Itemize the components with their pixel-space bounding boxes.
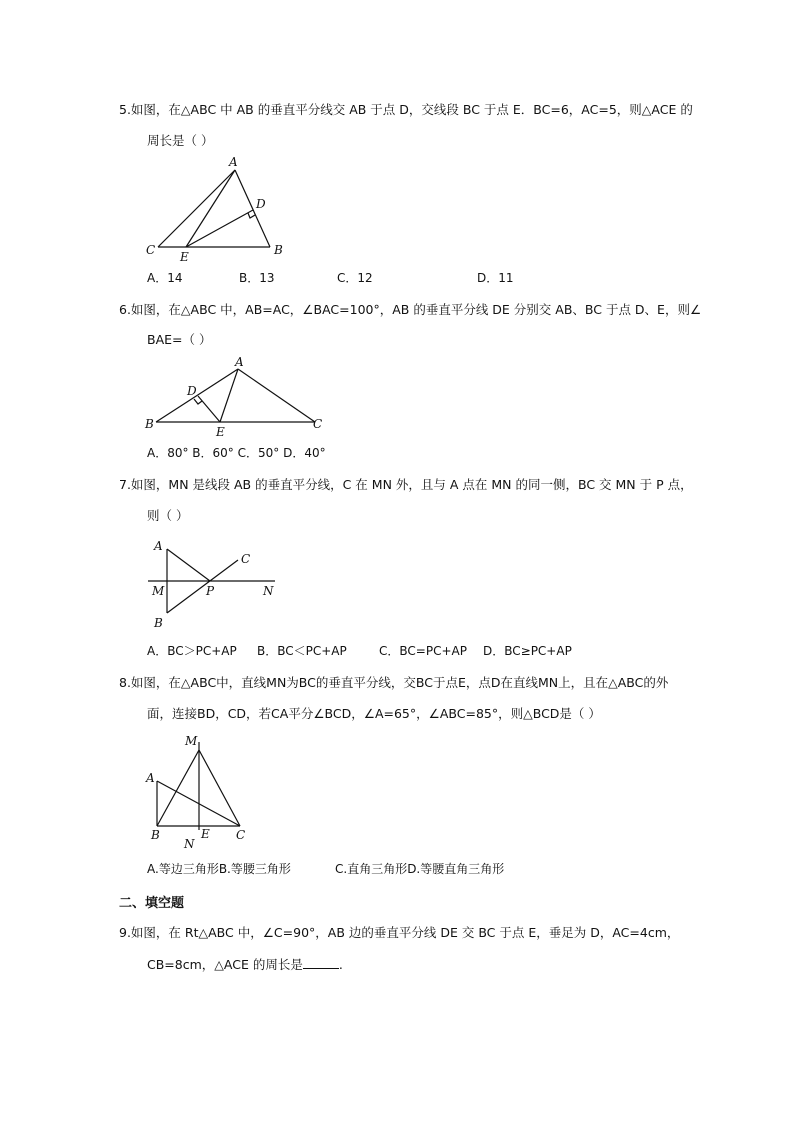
q6-figure [140,352,330,440]
q9-answer-blank[interactable] [303,956,339,969]
q8-figure [140,730,265,850]
q5-text-line2: 周长是（ ） [147,133,214,148]
q7-options [147,643,587,659]
q8-label-m: M [185,734,198,748]
q5-label-a: A [229,155,238,169]
q7-label-n: N [263,584,274,598]
q8-option-ab[interactable]: A.等边三角形B.等腰三角形 [147,862,291,876]
q5-option-d[interactable]: D．11 [477,271,514,285]
q5-figure [140,152,290,264]
q8-text-line1: 8.如图，在△ABC中，直线MN为BC的垂直平分线，交BC于点E，点D在直线MN上，且在△ABC的外 [119,675,669,690]
q8-label-c: C [236,828,246,842]
q5-label-b: B [274,243,283,257]
q9-text-line1: 9.如图，在 Rt△ABC 中，∠C=90°，AB 边的垂直平分线 DE 交 BC 于点 E，垂足为 D，AC=4cm， [119,925,680,940]
q6-label-b: B [145,417,154,431]
q6-options-line[interactable]: A．80° B．60° C．50° D．40° [147,446,326,460]
q5-options [147,270,567,286]
q9-text-suffix: . [338,957,343,972]
q5-option-c[interactable]: C．12 [337,271,373,285]
q7-option-a[interactable]: A．BC＞PC+AP [147,644,237,658]
q8-label-n: N [184,837,195,850]
q6-options [147,445,447,461]
q7-figure [140,535,290,630]
q6-text-line1: 6.如图，在△ABC 中，AB=AC，∠BAC=100°，AB 的垂直平分线 DE 分别交 AB、BC 于点 D、E，则∠ [119,302,702,317]
q8-options [147,861,567,877]
q7-label-m: M [152,584,165,598]
q8-label-e: E [201,827,210,841]
q5-option-b[interactable]: B．13 [239,271,275,285]
q5-label-e: E [180,250,189,264]
q7-text-line1: 7.如图，MN 是线段 AB 的垂直平分线，C 在 MN 外，且与 A 点在 MN 的同一侧，BC 交 MN 于 P 点， [119,477,693,492]
q6-label-c: C [313,417,323,431]
q7-option-d[interactable]: D．BC≥PC+AP [483,644,572,658]
q8-text-line2: 面，连接BD，CD，若CA平分∠BCD，∠A=65°，∠ABC=85°，则△BCD是（ ） [147,706,601,721]
q5-text-line1: 5.如图，在△ABC 中 AB 的垂直平分线交 AB 于点 D，交线段 BC 于点 E．BC=6，AC=5，则△ACE 的 [119,102,693,117]
q6-text-line2: BAE=（ ） [147,332,212,347]
q8-label-a: A [146,771,155,785]
q7-label-a: A [154,539,163,553]
q7-label-b: B [154,616,163,630]
q7-option-b[interactable]: B．BC＜PC+AP [257,644,347,658]
q6-label-e: E [216,425,225,439]
q7-option-c[interactable]: C．BC=PC+AP [379,644,467,658]
q5-label-d: D [256,197,266,211]
q9-text-line2 [147,956,343,973]
section-heading-fill-in: 二、填空题 [119,896,185,911]
q7-label-c: C [241,552,251,566]
q6-label-d: D [187,384,197,398]
q9-text-prefix: CB=8cm，△ACE 的周长是 [147,957,303,972]
q7-label-p: P [206,584,215,598]
q8-option-cd[interactable]: C.直角三角形D.等腰直角三角形 [335,862,505,876]
q7-text-line2: 则（ ） [147,508,189,523]
q8-label-b: B [151,828,160,842]
q5-label-c: C [146,243,156,257]
q6-label-a: A [235,355,244,369]
q5-option-a[interactable]: A．14 [147,271,183,285]
